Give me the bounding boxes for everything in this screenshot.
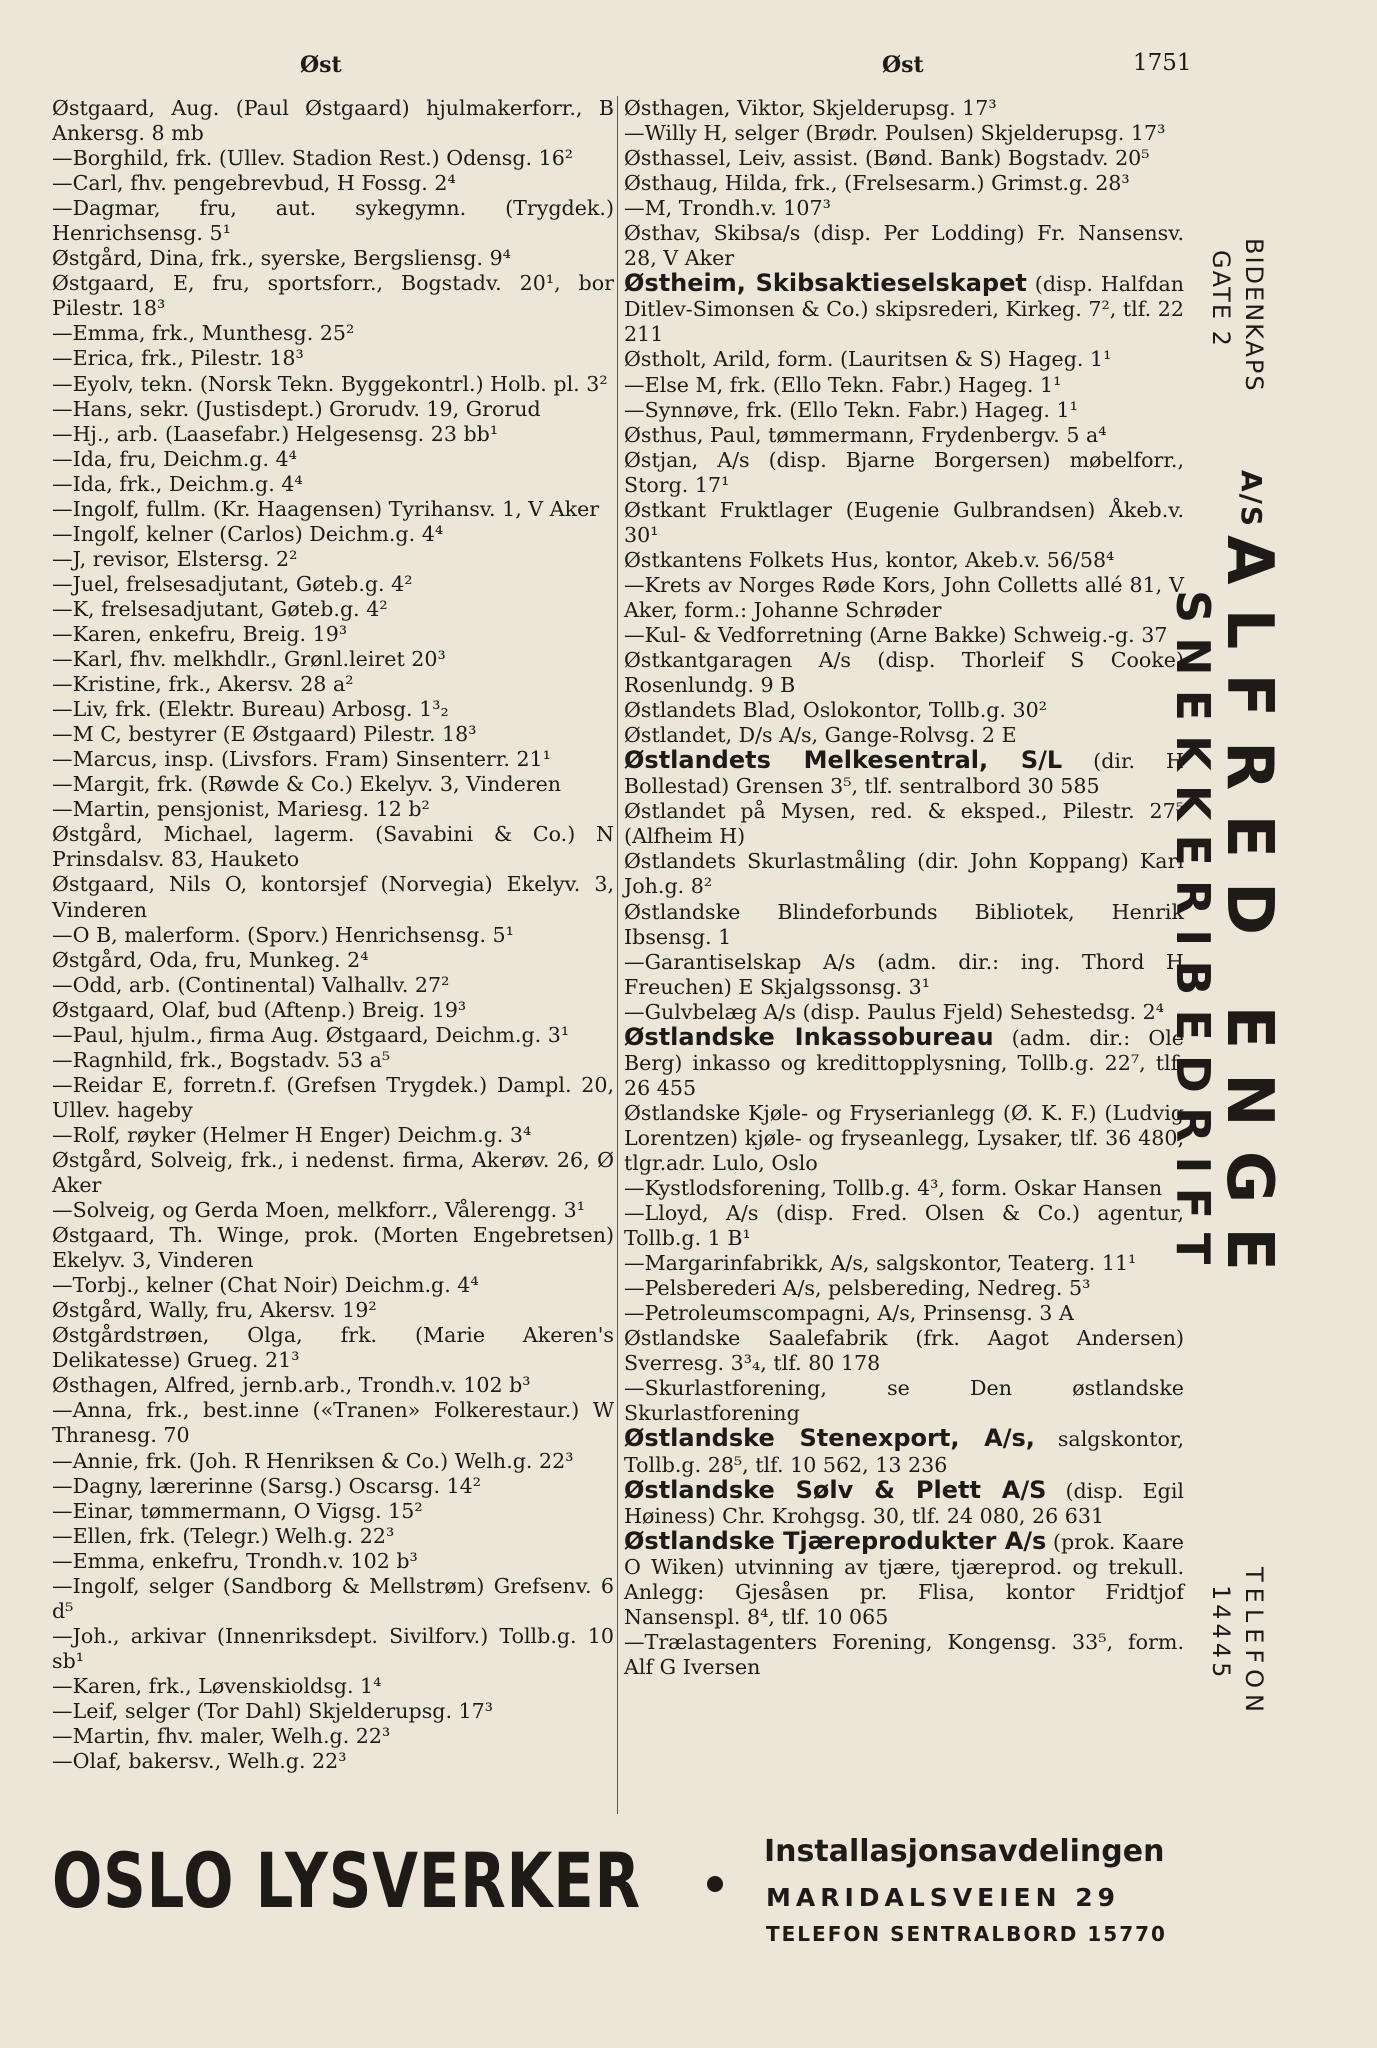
entry-text: Østlandets Skurlastmåling (dir. John Koppang) Karl Joh.g. 8² [624, 849, 1184, 899]
directory-entry [624, 1426, 1184, 1477]
ad-phone-label: TELEFON [1240, 1567, 1268, 1719]
right-column [624, 96, 1184, 1680]
directory-entry: —Marcus, insp. (Livsfors. Fram) Sinsenterr. 21¹ [52, 747, 551, 772]
directory-entry [624, 648, 1184, 698]
entry-text: —Kul- & Vedforretning (Arne Bakke) Schweig.-g. 37 [624, 622, 1168, 647]
page-number: 1751 [1133, 50, 1192, 76]
directory-entry: —Reidar E, forretn.f. (Grefsen Trygdek.) Dampl. 20, Ullev. hageby [52, 1072, 614, 1122]
entry-text: salgskontor, Tollb.g. 28⁵, tlf. 10 562, 13 236 [624, 1427, 1184, 1477]
directory-entry [624, 1022, 1184, 1101]
directory-entry: —Einar, tømmermann, O Vigsg. 15² [52, 1498, 423, 1523]
directory-entry [624, 748, 1184, 799]
entry-text: Østholt, Arild, form. (Lauritsen & S) Hageg. 1¹ [624, 347, 1112, 372]
directory-entry: Østgaard, Nils O, kontorsjef (Norvegia) Ekelyv. 3, Vinderen [52, 872, 614, 922]
directory-entry: —Solveig, og Gerda Moen, melkforr., Vålerengg. 3¹ [52, 1198, 586, 1223]
directory-entry: —Paul, hjulm., firma Aug. Østgaard, Deichm.g. 3¹ [52, 1022, 570, 1047]
entry-text: Østlandske Kjøle- og Fryserianlegg (Ø. K. F.) (Ludvig Lorentzen) kjøle- og fryseanlegg, Lysaker, tlf. 36 480, tlgr.adr. Lulo, Oslo [624, 1100, 1184, 1175]
entry-text: (dir. H Bollestad) Grensen 3⁵, tlf. sentralbord 30 585 [624, 749, 1184, 799]
entry-text: Østhus, Paul, tømmermann, Frydenbergv. 5 a⁴ [624, 422, 1107, 447]
entry-text: —Krets av Norges Røde Kors, John Colletts allé 81, V Aker, form.: Johanne Schrøder [624, 572, 1184, 622]
entry-text: —Gulvbelæg A/s (disp. Paulus Fjeld) Sehestedsg. 2⁴ [624, 999, 1164, 1024]
directory-entry: Østhagen, Alfred, jernb.arb., Trondh.v. 102 b³ [52, 1373, 531, 1398]
banner-brand: OSLO LYSVERKER [52, 1836, 641, 1925]
entry-text: —Petroleumscompagni, A/s, Prinsensg. 3 A [624, 1301, 1074, 1326]
directory-entry [624, 1101, 1184, 1176]
directory-entry: —Ingolf, kelner (Carlos) Deichm.g. 4⁴ [52, 521, 444, 546]
directory-entry: —O B, malerform. (Sporv.) Henrichsensg. 5¹ [52, 922, 514, 947]
directory-entry [624, 146, 1184, 171]
entry-text: (disp. Egil Høiness) Chr. Krohgsg. 30, tlf. 24 080, 26 631 [624, 1478, 1184, 1528]
directory-entry [624, 1176, 1184, 1201]
directory-entry [624, 723, 1184, 748]
banner-address: MARIDALSVEIEN 29 [766, 1883, 1121, 1912]
directory-entry [624, 423, 1184, 448]
directory-entry: —Joh., arkivar (Innenriksdept. Sivilforv.) Tollb.g. 10 sb¹ [52, 1623, 614, 1673]
column-divider [617, 96, 618, 1814]
directory-entry: —Emma, frk., Munthesg. 25² [52, 321, 355, 346]
entry-text: —Garantiselskap A/s (adm. dir.: ing. Thord H Freuchen) E Skjalgssonsg. 3¹ [624, 949, 1184, 999]
directory-entry: —Martin, pensjonist, Mariesg. 12 b² [52, 797, 430, 822]
directory-entry: —Dagmar, fru, aut. sykegymn. (Trygdek.) Henrichsensg. 5¹ [52, 196, 614, 246]
entry-text: Østkant Fruktlager (Eugenie Gulbrandsen) Åkeb.v. 30¹ [624, 497, 1184, 547]
ad-firm-name: ALFRED ENGE [1212, 535, 1286, 1295]
directory-entry: —Anna, frk., best.inne («Tranen» Folkerestaur.) W Thranesg. 70 [52, 1398, 614, 1448]
directory-entry: —Ellen, frk. (Telegr.) Welh.g. 22³ [52, 1523, 395, 1548]
entry-text: Østlandske Saalefabrik (frk. Aagot Andersen) Sverresg. 3³₄, tlf. 80 178 [624, 1326, 1184, 1376]
directory-entry: —Olaf, bakersv., Welh.g. 22³ [52, 1749, 347, 1774]
directory-entry [624, 1276, 1184, 1301]
ad-firm-type: SNEKKERIBEDRIFT [1166, 590, 1220, 1279]
entry-text: Østlandet, D/s A/s, Gange-Rolvsg. 2 E [624, 723, 1017, 748]
entry-text: (adm. dir.: Ole Berg) inkasso og kredittopplysning, Tollb.g. 22⁷, tlf. 26 455 [624, 1025, 1184, 1100]
directory-entry: —Rolf, røyker (Helmer H Enger) Deichm.g. 3⁴ [52, 1122, 532, 1147]
directory-entry [624, 1201, 1184, 1251]
directory-entry: —Martin, fhv. maler, Welh.g. 22³ [52, 1724, 391, 1749]
directory-entry: —Juel, frelsesadjutant, Gøteb.g. 4² [52, 571, 413, 596]
directory-entry [624, 448, 1184, 498]
entry-text: Østjan, A/s (disp. Bjarne Borgersen) møbelforr., Storg. 17¹ [624, 447, 1184, 497]
entry-text: —Lloyd, A/s (disp. Fred. Olsen & Co.) agentur, Tollb.g. 1 B¹ [624, 1201, 1184, 1251]
directory-entry: —Annie, frk. (Joh. R Henriksen & Co.) Welh.g. 22³ [52, 1448, 574, 1473]
entry-firm-name: Østlandske Inkassobureau [624, 1022, 994, 1051]
directory-entry [624, 1475, 1184, 1529]
header-right: Øst [882, 52, 924, 78]
directory-entry: —Kristine, frk., Akersv. 28 a² [52, 672, 354, 697]
directory-entry [624, 1000, 1184, 1025]
banner-bullet [707, 1876, 723, 1892]
directory-entry: Østgård, Michael, lagerm. (Savabini & Co.) N Prinsdalsv. 83, Hauketo [52, 822, 614, 872]
directory-entry: —M C, bestyrer (E Østgaard) Pilestr. 18³ [52, 722, 477, 747]
directory-entry [624, 623, 1184, 648]
entry-text: Østlandet på Mysen, red. & eksped., Pilestr. 27⁵ (Alfheim H) [624, 799, 1184, 849]
directory-entry [624, 573, 1184, 623]
directory-entry: Østgård, Oda, fru, Munkeg. 2⁴ [52, 947, 369, 972]
directory-entry: Østgård, Dina, frk., syerske, Bergsliensg. 9⁴ [52, 246, 511, 271]
ad-street-line-2: GATE 2 [1207, 250, 1235, 348]
directory-entry: —Odd, arb. (Continental) Valhallv. 27² [52, 972, 450, 997]
directory-entry [624, 799, 1184, 849]
directory-entry: —Hj., arb. (Laasefabr.) Helgesensg. 23 bb¹ [52, 421, 499, 446]
directory-entry: —Ida, fru, Deichm.g. 4⁴ [52, 446, 297, 471]
directory-entry: Østgård, Solveig, frk., i nedenst. firma, Akerøv. 26, Ø Aker [52, 1147, 614, 1198]
directory-entry [624, 698, 1184, 723]
directory-entry: —Erica, frk., Pilestr. 18³ [52, 346, 304, 371]
directory-entry: —Ida, frk., Deichm.g. 4⁴ [52, 471, 303, 496]
entry-firm-name: Østlandets Melkesentral, S/L [624, 746, 1063, 775]
directory-entry [624, 1526, 1184, 1630]
directory-entry [624, 96, 1184, 121]
directory-entry [624, 498, 1184, 548]
directory-entry: —Carl, fhv. pengebrevbud, H Fossg. 2⁴ [52, 171, 456, 196]
directory-entry: —Dagny, lærerinne (Sarsg.) Oscarsg. 14² [52, 1473, 482, 1498]
directory-entry: Østgårdstrøen, Olga, frk. (Marie Akeren's Delikatesse) Grueg. 21³ [52, 1323, 614, 1373]
advertisement-banner [52, 1834, 1182, 1984]
directory-entry [624, 1301, 1184, 1326]
entry-text: Østhaug, Hilda, frk., (Frelsesarm.) Grimst.g. 28³ [624, 171, 1130, 196]
entry-text: Østhav, Skibsa/s (disp. Per Lodding) Fr. Nansensv. 28, V Aker [624, 221, 1184, 271]
directory-entry: Østgaard, Olaf, bud (Aftenp.) Breig. 19³ [52, 997, 467, 1022]
directory-entry: —Ingolf, fullm. (Kr. Haagensen) Tyrihansv. 1, V Aker [52, 496, 600, 521]
entry-text: —M, Trondh.v. 107³ [624, 196, 831, 221]
directory-entry [624, 950, 1184, 1000]
entry-text: —Trælastagenters Forening, Kongensg. 33⁵, form. Alf G Iversen [624, 1629, 1184, 1679]
directory-entry [624, 271, 1184, 347]
directory-entry: Østgård, Wally, fru, Akersv. 19² [52, 1298, 377, 1323]
directory-entry [624, 1630, 1184, 1680]
directory-entry: Østgaard, E, fru, sportsforr., Bogstadv. 20¹, bor Pilestr. 18³ [52, 271, 614, 321]
directory-entry: —Emma, enkefru, Trondh.v. 102 b³ [52, 1548, 418, 1573]
directory-entry [624, 548, 1184, 573]
directory-entry [624, 221, 1184, 271]
directory-entry: —Torbj., kelner (Chat Noir) Deichm.g. 4⁴ [52, 1273, 479, 1298]
entry-text: (prok. Kaare O Wiken) utvinning av tjære, tjæreprod. og trekull. Anlegg: Gjesåsen pr. Flisa, kontor Fridtjof Nansenspl. 8⁴, tlf. 10 065 [624, 1529, 1184, 1629]
entry-text: —Else M, frk. (Ello Tekn. Fabr.) Hageg. 1¹ [624, 372, 1062, 397]
entry-firm-name: Østlandske Sølv & Plett A/S [624, 1475, 1047, 1504]
entry-firm-name: Østlandske Tjæreprodukter A/s [624, 1526, 1047, 1555]
directory-entry [624, 196, 1184, 221]
left-column [52, 96, 614, 1774]
directory-entry: Østgaard, Aug. (Paul Østgaard) hjulmakerforr., B Ankersg. 8 mb [52, 96, 614, 146]
entry-text: Østkantens Folkets Hus, kontor, Akeb.v. 56/58⁴ [624, 547, 1115, 572]
directory-entry: —Margit, frk. (Røwde & Co.) Ekelyv. 3, Vinderen [52, 772, 562, 797]
entry-firm-name: Østheim, Skibsaktieselskapet [624, 269, 1027, 298]
directory-entry [624, 849, 1184, 899]
entry-firm-name: Østlandske Stenexport, A/s, [624, 1424, 1035, 1453]
directory-entry: —Ingolf, selger (Sandborg & Mellstrøm) Grefsenv. 6 d⁵ [52, 1573, 614, 1623]
directory-entry [624, 398, 1184, 423]
directory-entry: —Borghild, frk. (Ullev. Stadion Rest.) Odensg. 16² [52, 146, 574, 171]
directory-entry [624, 1326, 1184, 1376]
entry-text: —Skurlastforening, se Den østlandske Skurlastforening [624, 1376, 1184, 1426]
entry-text: —Margarinfabrikk, A/s, salgskontor, Teaterg. 11¹ [624, 1251, 1137, 1276]
directory-entry [624, 1376, 1184, 1426]
banner-telephone: TELEFON SENTRALBORD 15770 [766, 1922, 1167, 1946]
entry-text: Østhassel, Leiv, assist. (Bønd. Bank) Bogstadv. 20⁵ [624, 146, 1150, 171]
entry-text: Østhagen, Viktor, Skjelderupsg. 17³ [624, 96, 997, 120]
directory-entry [624, 121, 1184, 146]
entry-text: Østkantgaragen A/s (disp. Thorleif S Cooke) Rosenlundg. 9 B [624, 648, 1184, 698]
banner-department: Installasjonsavdelingen [764, 1834, 1165, 1869]
directory-entry: —Hans, sekr. (Justisdept.) Grorudv. 19, Grorud [52, 396, 541, 421]
directory-entry: —J, revisor, Elstersg. 2² [52, 546, 298, 571]
ad-firm-suffix: A/S [1235, 470, 1268, 529]
entry-text: —Pelsberederi A/s, pelsbereding, Nedreg. 5³ [624, 1276, 1091, 1301]
entry-text: (disp. Halfdan Ditlev-Simonsen & Co.) skipsrederi, Kirkeg. 7², tlf. 22 211 [624, 272, 1184, 347]
directory-entry [624, 373, 1184, 398]
directory-entry [624, 1251, 1184, 1276]
directory-entry: —Eyolv, tekn. (Norsk Tekn. Byggekontrl.) Holb. pl. 3² [52, 371, 608, 396]
entry-text: —Kystlodsforening, Tollb.g. 4³, form. Oskar Hansen [624, 1176, 1163, 1201]
directory-entry: —Karen, frk., Løvenskioldsg. 1⁴ [52, 1673, 382, 1698]
ad-phone-number: 14445 [1207, 1585, 1235, 1682]
directory-entry: —Karen, enkefru, Breig. 19³ [52, 621, 348, 646]
directory-entry: —Leif, selger (Tor Dahl) Skjelderupsg. 17³ [52, 1699, 494, 1723]
directory-entry: —Liv, frk. (Elektr. Bureau) Arbosg. 1³₂ [52, 697, 449, 722]
entry-text: —Willy H, selger (Brødr. Poulsen) Skjelderupsg. 17³ [624, 121, 1166, 146]
directory-entry [624, 171, 1184, 196]
directory-entry: —Karl, fhv. melkhdlr., Grønl.leiret 20³ [52, 647, 446, 672]
directory-entry: —K, frelsesadjutant, Gøteb.g. 4² [52, 596, 388, 621]
entry-text: —Synnøve, frk. (Ello Tekn. Fabr.) Hageg. 1¹ [624, 397, 1078, 422]
directory-entry [624, 900, 1184, 950]
directory-entry: —Ragnhild, frk., Bogstadv. 53 a⁵ [52, 1047, 391, 1072]
entry-text: Østlandske Blindeforbunds Bibliotek, Henrik Ibsensg. 1 [624, 899, 1184, 949]
entry-text: Østlandets Blad, Oslokontor, Tollb.g. 30² [624, 698, 1047, 723]
directory-entry: Østgaard, Th. Winge, prok. (Morten Engebretsen) Ekelyv. 3, Vinderen [52, 1223, 614, 1273]
header-left: Øst [300, 52, 342, 78]
ad-street-line-1: BIDENKAPS [1240, 238, 1268, 393]
directory-entry [624, 347, 1184, 372]
